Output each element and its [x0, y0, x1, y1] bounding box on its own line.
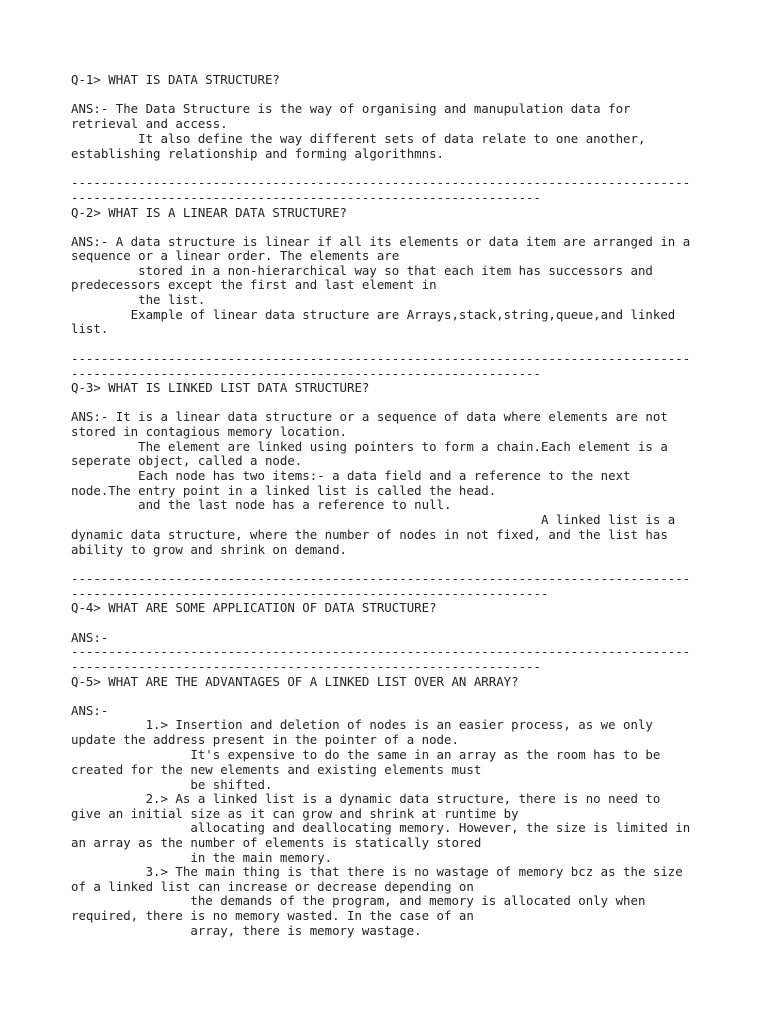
q1-answer-line: ANS:- The Data Structure is the way of organising and manupulation data for — [71, 101, 631, 116]
q3-question: Q-3> WHAT IS LINKED LIST DATA STRUCTURE? — [71, 380, 370, 395]
q1-answer-line: It also define the way different sets of data relate to one another, — [71, 131, 646, 146]
separator-line: ----------------------------------------------------------------------------------- — [71, 175, 691, 190]
q5-answer-line: allocating and deallocating memory. However, the size is limited in — [71, 820, 691, 835]
q2-answer-line: predecessors except the first and last element in — [71, 277, 437, 292]
q3-answer-line: stored in contagious memory location. — [71, 424, 348, 439]
q1-answer-line: establishing relationship and forming algorithmns. — [71, 146, 444, 161]
q3-answer-line: seperate object, called a node. — [71, 453, 303, 468]
q5-answer-line: of a linked list can increase or decrease depending on — [71, 879, 474, 894]
q5-question: Q-5> WHAT ARE THE ADVANTAGES OF A LINKED LIST OVER AN ARRAY? — [71, 674, 519, 689]
q3-answer-line: Each node has two items:- a data field and a reference to the next — [71, 468, 631, 483]
q2-answer-line: list. — [71, 321, 109, 336]
q2-answer-line: Example of linear data structure are Arrays,stack,string,queue,and linked — [71, 307, 676, 322]
q3-answer-line: dynamic data structure, where the number of nodes in not fixed, and the list has — [71, 527, 668, 542]
q5-answer-line: in the main memory. — [71, 850, 333, 865]
q5-answer-line: 1.> Insertion and deletion of nodes is an easier process, as we only — [71, 717, 653, 732]
q5-answer-line: array, there is memory wastage. — [71, 923, 422, 938]
separator-line: --------------------------------------------------------------- — [71, 659, 541, 674]
q5-answer-line: give an initial size as it can grow and shrink at runtime by — [71, 806, 519, 821]
q5-answer-line: created for the new elements and existing elements must — [71, 762, 482, 777]
q3-answer-line: node.The entry point in a linked list is called the head. — [71, 483, 497, 498]
q4-question: Q-4> WHAT ARE SOME APPLICATION OF DATA STRUCTURE? — [71, 600, 437, 615]
q5-answer-line: an array as the number of elements is statically stored — [71, 835, 482, 850]
q5-answer-line: It's expensive to do the same in an array as the room has to be — [71, 747, 661, 762]
q3-answer-line: The element are linked using pointers to form a chain.Each element is a — [71, 439, 668, 454]
q5-answer-line: 2.> As a linked list is a dynamic data structure, there is no need to — [71, 791, 661, 806]
separator-line: ---------------------------------------------------------------- — [71, 586, 549, 601]
separator-line: --------------------------------------------------------------- — [71, 366, 541, 381]
q1-question: Q-1> WHAT IS DATA STRUCTURE? — [71, 72, 280, 87]
q2-answer-line: sequence or a linear order. The elements are — [71, 248, 400, 263]
separator-line: ----------------------------------------------------------------------------------- — [71, 351, 691, 366]
q5-answer-line: be shifted. — [71, 777, 273, 792]
q4-answer-label: ANS:- — [71, 630, 109, 645]
q3-answer-line: ability to grow and shrink on demand. — [71, 542, 348, 557]
q5-answer-line: required, there is no memory wasted. In the case of an — [71, 908, 474, 923]
separator-line: ----------------------------------------------------------------------------------- — [71, 571, 691, 586]
q2-answer-line: stored in a non-hierarchical way so that each item has successors and — [71, 263, 653, 278]
q3-answer-line: A linked list is a — [71, 512, 676, 527]
q5-answer-line: update the address present in the pointer of a node. — [71, 732, 459, 747]
q5-answer-line: the demands of the program, and memory is allocated only when — [71, 893, 646, 908]
separator-line: ----------------------------------------------------------------------------------- — [71, 644, 691, 659]
q2-answer-line: ANS:- A data structure is linear if all its elements or data item are arranged in a — [71, 234, 691, 249]
q2-answer-line: the list. — [71, 292, 206, 307]
q3-answer-line: ANS:- It is a linear data structure or a sequence of data where elements are not — [71, 409, 668, 424]
separator-line: --------------------------------------------------------------- — [71, 190, 541, 205]
q5-answer-line: 3.> The main thing is that there is no wastage of memory bcz as the size — [71, 864, 683, 879]
q3-answer-line: and the last node has a reference to null. — [71, 497, 452, 512]
q2-question: Q-2> WHAT IS A LINEAR DATA STRUCTURE? — [71, 205, 348, 220]
q5-answer-label: ANS:- — [71, 703, 109, 718]
q1-answer-line: retrieval and access. — [71, 116, 228, 131]
